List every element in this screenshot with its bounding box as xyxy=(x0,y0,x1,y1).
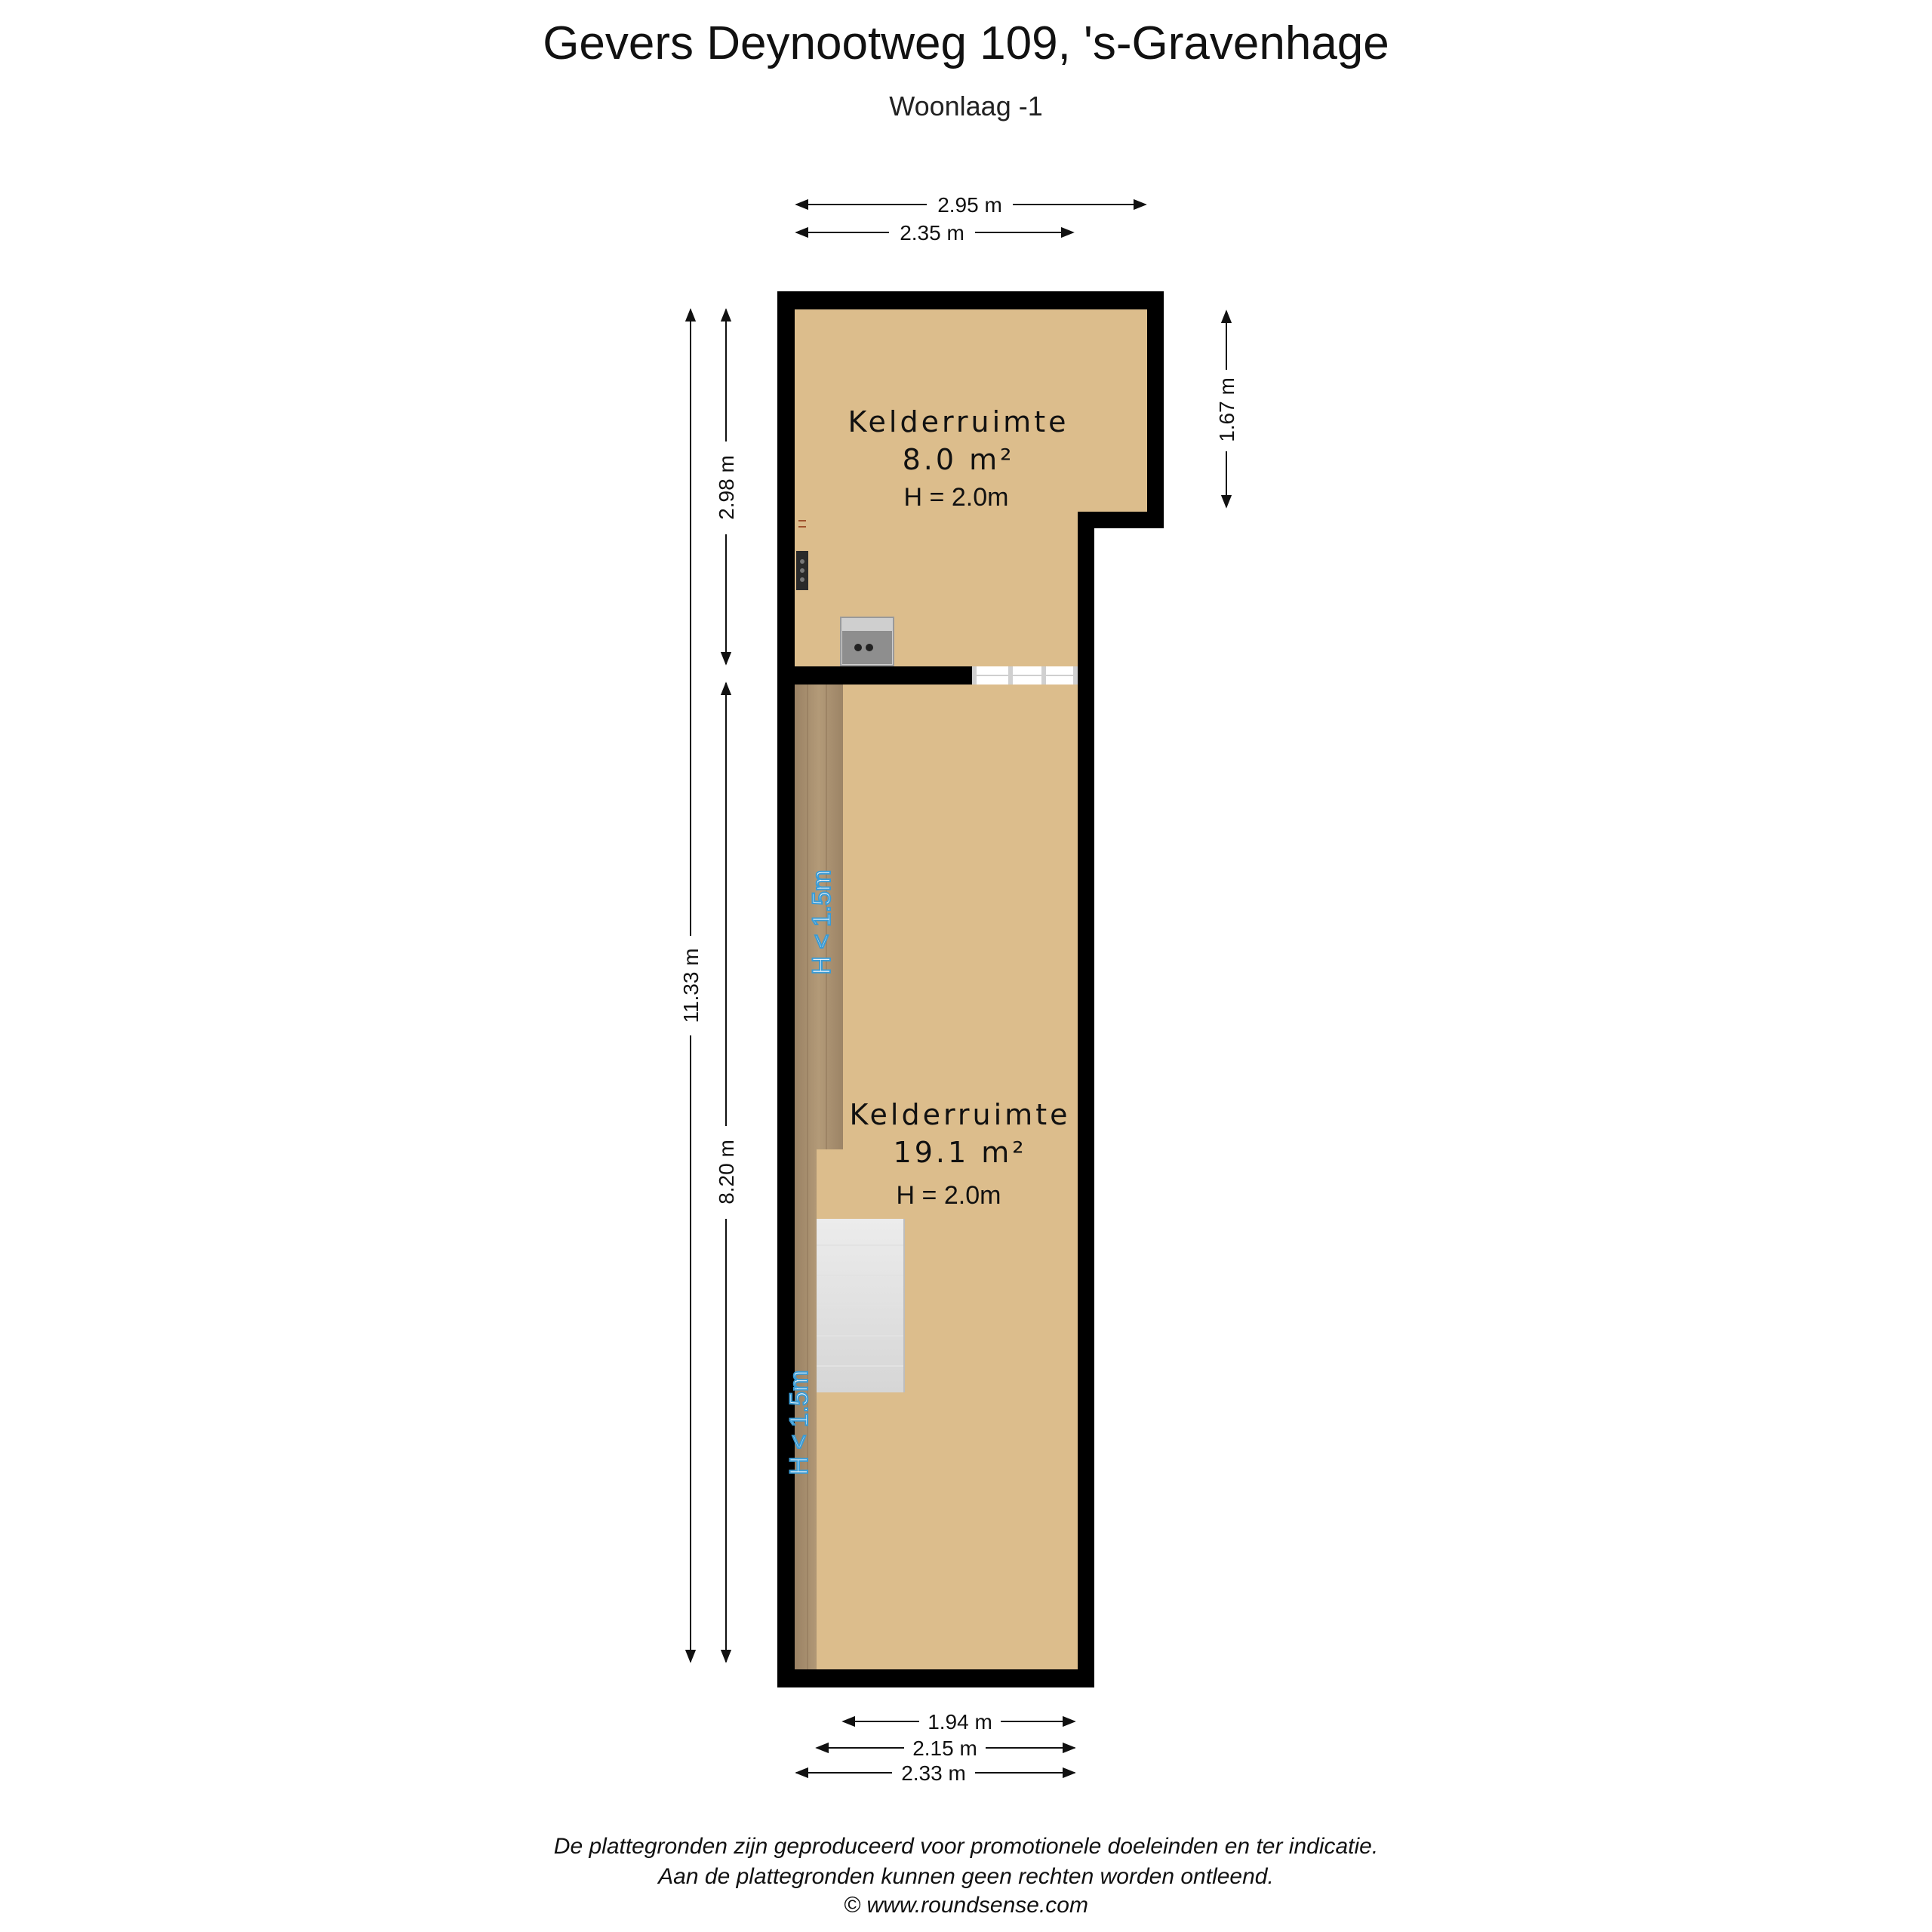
room-upper-name: Kelderruimte xyxy=(848,405,1069,438)
dim-left-upper xyxy=(715,309,738,664)
dim-left-lower xyxy=(715,683,738,1662)
dim-top-outer xyxy=(796,193,1146,217)
room-lower-name: Kelderruimte xyxy=(849,1098,1071,1131)
disclaimer-line-1: De plattegronden zijn geproduceerd voor promotionele doeleinden en ter indicatie. xyxy=(553,1834,1379,1859)
low-height-note-upper: H < 1.5m xyxy=(808,869,836,975)
dim-bottom-2 xyxy=(817,1737,1075,1760)
copyright-link[interactable]: © www.roundsense.com xyxy=(844,1893,1088,1918)
dim-right-notch xyxy=(1215,311,1238,507)
dim-bottom-2-label: 2.15 m xyxy=(912,1737,977,1760)
dim-bottom-3-label: 2.33 m xyxy=(901,1761,966,1785)
low-height-note-lower: H < 1.5m xyxy=(785,1370,814,1475)
dim-left-lower-label: 8.20 m xyxy=(715,1140,738,1204)
dim-bottom-1 xyxy=(843,1710,1075,1734)
dim-bottom-1-label: 1.94 m xyxy=(928,1710,992,1734)
page-title: Gevers Deynootweg 109, 's-Gravenhage xyxy=(543,17,1389,69)
dim-bottom-3 xyxy=(796,1761,1075,1785)
dim-top-inner xyxy=(796,221,1073,245)
floor-label: Woonlaag -1 xyxy=(889,91,1043,122)
dim-top-outer-label: 2.95 m xyxy=(937,193,1002,217)
dim-left-total-label: 11.33 m xyxy=(679,948,703,1023)
dim-right-notch-label: 1.67 m xyxy=(1215,377,1238,442)
disclaimer-line-2: Aan de plattegronden kunnen geen rechten worden ontleend. xyxy=(658,1864,1274,1889)
staircase xyxy=(817,1219,904,1392)
dim-top-inner-label: 2.35 m xyxy=(900,221,964,245)
room-lower-area: 19.1 m² xyxy=(893,1136,1027,1169)
room-lower-height: H = 2.0m xyxy=(896,1181,1001,1210)
room-upper-area: 8.0 m² xyxy=(902,443,1015,476)
dim-left-upper-label: 2.98 m xyxy=(715,455,738,520)
boiler xyxy=(841,617,894,666)
dim-left-total xyxy=(679,309,703,1662)
room-upper-height: H = 2.0m xyxy=(903,483,1009,512)
